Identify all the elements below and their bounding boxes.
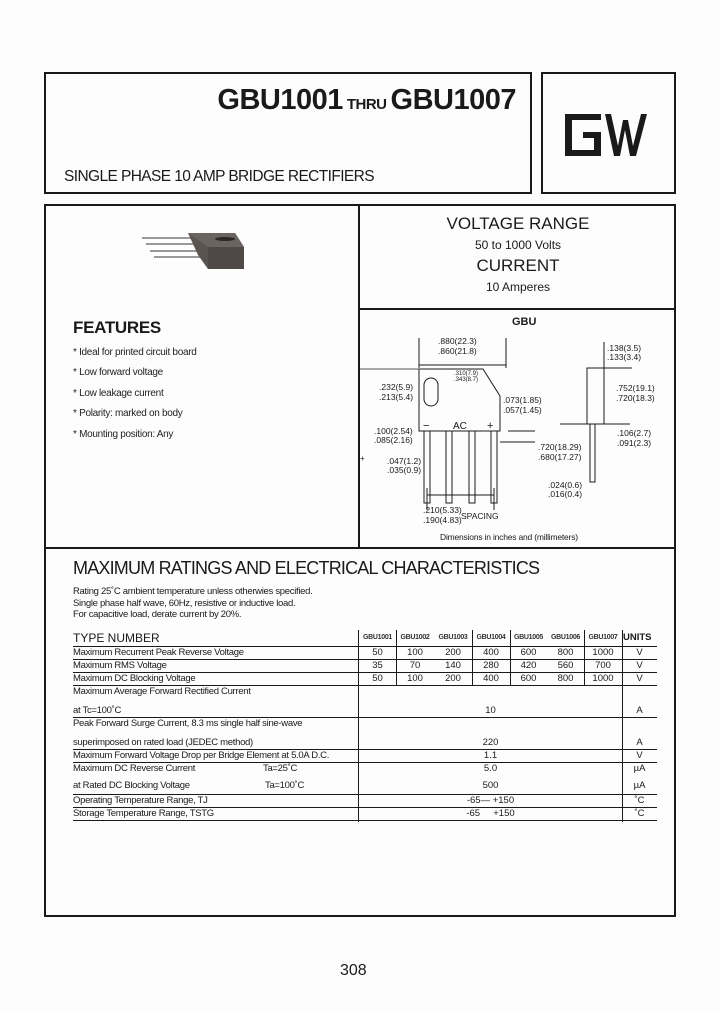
column-header: GBU1006 [550,634,581,641]
svg-text:.035(0.9): .035(0.9) [387,465,422,475]
features-title: FEATURES [73,318,161,337]
table-row: Peak Forward Surge Current, 8.3 ms single half sine-wave superimposed on rated load (JEDEC method) 220 A [73,718,657,750]
svg-text:.880(22.3): .880(22.3) [438,336,477,346]
page-title [217,84,516,117]
rating-note: For capacitive load, derate current by 20%. [73,609,242,620]
svg-text:.210(5.33): .210(5.33) [423,505,462,515]
feature-item: * Low forward voltage [73,367,163,378]
type-number-label: TYPE NUMBER [73,631,160,645]
svg-text:+: + [360,454,365,463]
feature-item: * Polarity: marked on body [73,408,183,419]
svg-text:.138(3.5): .138(3.5) [607,343,642,353]
table-header-row [73,630,657,647]
title-box [44,72,532,194]
column-header: GBU1003 [438,634,468,641]
svg-text:.085(2.16): .085(2.16) [374,435,413,445]
logo-box [541,72,676,194]
part-start: GBU1001 [217,84,343,116]
table-row: Maximum Forward Voltage Drop per Bridge Element at 5.0A D.C. 1.1 V [73,750,657,763]
feature-item: * Mounting position: Any [73,429,174,440]
svg-text:.100(2.54): .100(2.54) [374,426,413,436]
svg-text:.073(1.85): .073(1.85) [503,395,542,405]
table-row: Maximum Average Forward Rectified Current at Tc=100˚C 10 A [73,686,657,718]
part-end: GBU1007 [390,84,516,116]
units-header: UNITS [623,632,652,643]
section-divider [44,547,676,549]
voltage-range-value: 50 to 1000 Volts [474,238,562,252]
svg-text:.047(1.2): .047(1.2) [387,456,422,466]
feature-item: * Ideal for printed circuit board [73,347,197,358]
ratings-title: MAXIMUM RATINGS AND ELECTRICAL CHARACTERISTICS [73,558,540,578]
svg-text:.232(5.9): .232(5.9) [379,382,414,392]
svg-text:.091(2.3): .091(2.3) [617,438,652,448]
svg-text:.752(19.1): .752(19.1) [616,383,655,393]
package-label: GBU [512,316,537,328]
svg-text:.343(8.7): .343(8.7) [454,377,479,383]
voltage-range-title: VOLTAGE RANGE [446,214,590,233]
bridge-rectifier-image [140,225,250,280]
column-header: GBU1007 [588,634,618,641]
table-row: Maximum DC Reverse Current Ta=25˚C at Rated DC Blocking Voltage Ta=100˚C 5.0 500 µA µA [73,763,657,795]
rating-note: Rating 25˚C ambient temperature unless otherwies specified. [73,586,313,597]
column-header: GBU1004 [476,634,506,641]
svg-text:−: − [423,420,430,432]
table-row: Operating Temperature Range, TJ -65— +150 ˚C [73,795,657,808]
column-header: GBU1001 [362,634,393,641]
subtitle: SINGLE PHASE 10 AMP BRIDGE RECTIFIERS [64,168,374,185]
svg-text:.310(7.9): .310(7.9) [454,371,479,377]
package-dimension-diagram [360,330,676,530]
spec-divider [358,308,676,310]
table-row: Storage Temperature Range, TSTG -65 +150 ˚C [73,808,657,821]
svg-text:.680(17.27): .680(17.27) [538,452,582,462]
gw-logo-icon [563,112,657,158]
feature-item: * Low leakage current [73,388,164,399]
svg-text:.190(4.83): .190(4.83) [423,515,462,525]
rating-note: Single phase half wave, 60Hz, resistive or inductive load. [73,598,296,609]
current-title: CURRENT [476,256,560,275]
svg-text:.133(3.4): .133(3.4) [607,352,642,362]
svg-text:.057(1.45): .057(1.45) [503,405,542,415]
column-header: GBU1005 [513,634,544,641]
svg-text:AC: AC [453,421,467,432]
table-row: Maximum DC Blocking Voltage 50 100 200 400 600 800 1000 V [73,673,657,686]
svg-text:.213(5.4): .213(5.4) [379,392,414,402]
table-row: Maximum RMS Voltage 35 70 140 280 420 560 700 V [73,660,657,673]
svg-text:.720(18.3): .720(18.3) [616,393,655,403]
svg-text:SPACING: SPACING [461,511,499,521]
svg-text:.720(18.29): .720(18.29) [538,442,582,452]
dimension-note: Dimensions in inches and (millimeters) [440,532,578,542]
svg-text:.024(0.6): .024(0.6) [548,480,583,490]
thru-label: THRU [346,96,387,113]
page-number: 308 [340,962,367,979]
table-row: Maximum Recurrent Peak Reverse Voltage 50 100 200 400 600 800 1000 V [73,647,657,660]
svg-text:+: + [487,420,494,432]
svg-text:.860(21.8): .860(21.8) [438,346,477,356]
svg-text:.016(0.4): .016(0.4) [548,489,583,499]
column-header: GBU1002 [400,634,430,641]
svg-text:.106(2.7): .106(2.7) [617,428,652,438]
current-value: 10 Amperes [485,280,551,294]
